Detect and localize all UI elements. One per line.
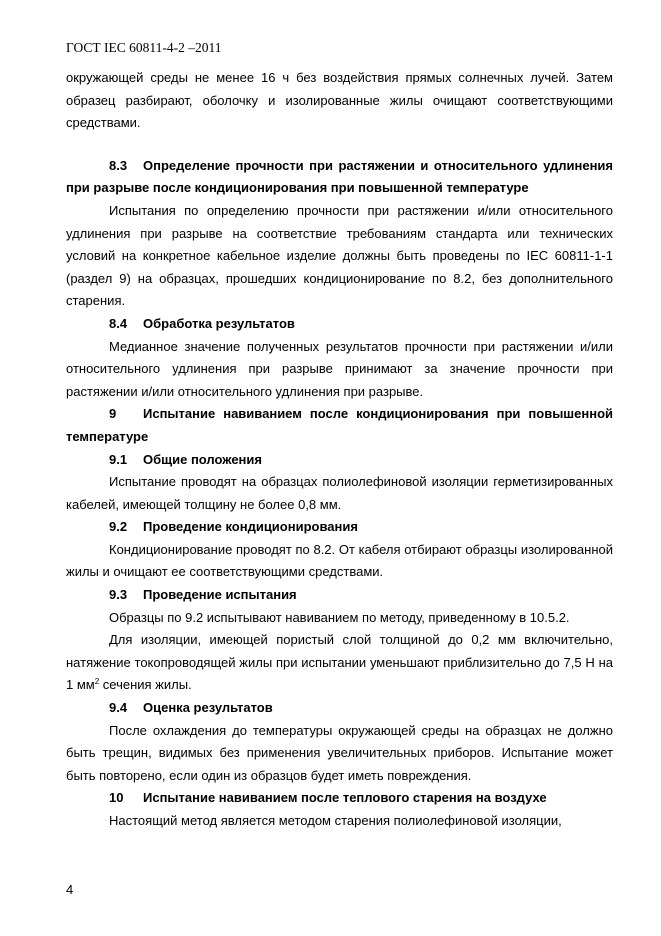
heading-10 <box>66 787 613 810</box>
paragraph-conditioning-end: окружающей среды не менее 16 ч без воздействия прямых солнечных лучей. Затем образец разбирают, оболочку и изолированные жилы очищают соответствующими средствами. <box>66 70 613 131</box>
document-body <box>66 67 613 833</box>
porous-insulation-text: Для изоляции, имеющей пористый слой толщиной до 0,2 мм включительно, натяжение токопроводящей жилы при испытании уменьшают приблизительно до 7,5 Н на 1 мм <box>66 632 613 693</box>
heading-8-3 <box>66 155 613 200</box>
heading-8-4-title: Обработка результатов <box>143 315 295 331</box>
paragraph-general-provisions: Испытание проводят на образцах полиолефиновой изоляции герметизированных кабелей, имеющей толщину не более 0,8 мм. <box>66 474 613 512</box>
paragraph-results-evaluation: После охлаждения до температуры окружающей среды на образцах не должно быть трещин, видимых без применения увеличительных приборов. Испытание может быть повторено, если один из образцов будет иметь повреждения. <box>66 722 613 783</box>
heading-8-3-number: 8.3 <box>109 157 128 173</box>
heading-9-3-number: 9.3 <box>109 587 128 603</box>
paragraph-porous-insulation <box>66 629 613 697</box>
heading-9-3 <box>66 584 613 607</box>
heading-9 <box>66 403 613 448</box>
heading-9-2-title: Проведение кондиционирования <box>143 519 358 535</box>
heading-9-2 <box>66 516 613 539</box>
heading-9-1-number: 9.1 <box>109 451 128 467</box>
heading-9-3-title: Проведение испытания <box>143 587 297 603</box>
page-number: 4 <box>66 882 74 897</box>
heading-9-4 <box>66 697 613 720</box>
heading-8-3-title: Определение прочности при растяжении и относительного удлинения при разрыве после кондиционирования при повышенной температуре <box>66 157 613 196</box>
heading-9-number: 9 <box>109 406 117 422</box>
paragraph-conditioning: Кондиционирование проводят по 8.2. От кабеля отбирают образцы изолированной жилы и очищают ее соответствующими средствами. <box>66 541 613 580</box>
paragraph-results-processing: Медианное значение полученных результатов прочности при растяжении и/или относительного удлинения при разрыве принимают за значение прочности при растяжении и/или относительного удлинения при разрыве. <box>66 338 613 399</box>
heading-9-title: Испытание навиванием после кондиционирования при повышенной температуре <box>66 406 613 444</box>
heading-10-title: Испытание навиванием после теплового старения на воздухе <box>143 790 547 806</box>
heading-8-4 <box>66 313 613 336</box>
heading-10-number: 10 <box>109 790 124 806</box>
paragraph-tensile-tests: Испытания по определению прочности при растяжении и/или относительного удлинения при разрыве на соответствие требованиям стандарта или технических условий на конкретное кабельное изделие должны быть проведены по IEC 60811-1-1 (раздел 9) на образцах, прошедших кондиционирование по 8.2, без дополнительного старения. <box>66 202 613 309</box>
document-code-header: ГОСТ IEC 60811-4-2 –2011 <box>66 40 222 55</box>
porous-insulation-tail: сечения жилы. <box>99 677 192 693</box>
superscript-squared: 2 <box>94 677 100 687</box>
heading-9-1-title: Общие положения <box>143 451 262 467</box>
heading-9-1 <box>66 449 613 472</box>
heading-9-2-number: 9.2 <box>109 519 128 535</box>
paragraph-ageing-method: Настоящий метод является методом старения полиолефиновой изоляции, <box>109 813 562 828</box>
heading-8-4-number: 8.4 <box>109 315 128 331</box>
heading-9-4-title: Оценка результатов <box>143 700 273 716</box>
paragraph-test-method: Образцы по 9.2 испытывают навиванием по методу, приведенному в 10.5.2. <box>109 609 570 625</box>
heading-9-4-number: 9.4 <box>109 700 128 716</box>
